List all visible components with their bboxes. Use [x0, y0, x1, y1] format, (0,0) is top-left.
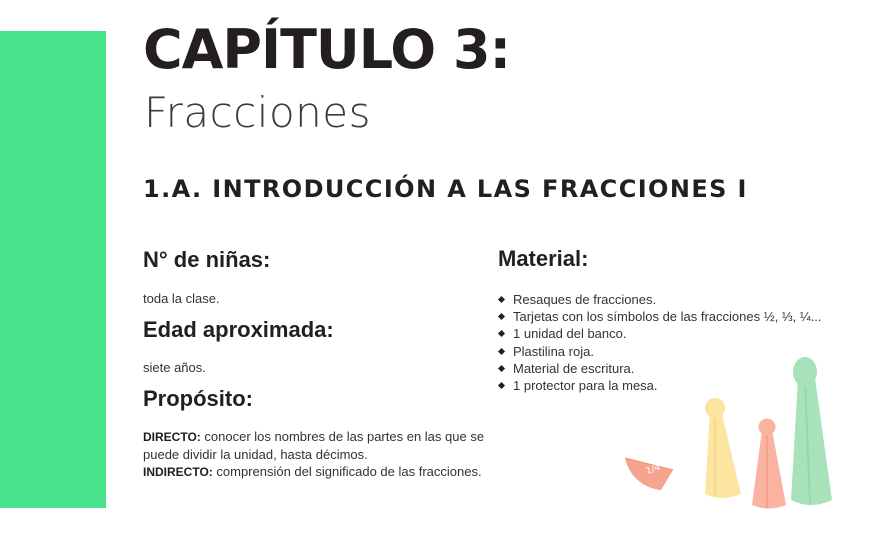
- ninas-heading: N° de niñas:: [143, 247, 271, 272]
- material-item: 1 unidad del banco.: [498, 325, 822, 342]
- chapter-title: CAPÍTULO 3:: [143, 18, 511, 81]
- material-item: Tarjetas con los símbolos de las fracciones ½, ⅓, ¼...: [498, 308, 822, 325]
- quarter-fraction-piece-icon: [625, 458, 673, 490]
- indirecto-text: comprensión del significado de las fracciones.: [212, 464, 482, 479]
- edad-heading: Edad aproximada:: [143, 317, 334, 342]
- fraction-materials-illustration: [615, 350, 845, 515]
- material-item: Resaques de fracciones.: [498, 291, 822, 308]
- directo-label: DIRECTO:: [143, 430, 201, 444]
- quarter-fraction-label: 1/4: [644, 462, 662, 477]
- yellow-skittle-icon: [705, 398, 741, 498]
- edad-value: siete años.: [143, 360, 206, 375]
- proposito-heading: Propósito:: [143, 386, 253, 411]
- pink-skittle-icon: [752, 419, 786, 509]
- material-heading: Material:: [498, 246, 589, 271]
- material-item: Material de escritura.: [498, 360, 822, 377]
- material-item: Plastilina roja.: [498, 343, 822, 360]
- green-skittle-icon: [791, 357, 832, 505]
- ninas-value: toda la clase.: [143, 291, 220, 306]
- proposito-text: [143, 428, 493, 481]
- directo-text: conocer los nombres de las partes en las que se puede dividir la unidad, hasta décimos.: [143, 429, 485, 462]
- indirecto-label: INDIRECTO:: [143, 465, 213, 479]
- section-title: 1.A. INTRODUCCIÓN A LAS FRACCIONES I: [143, 175, 748, 203]
- chapter-subtitle: Fracciones: [144, 88, 371, 137]
- green-accent-bar: [0, 31, 106, 508]
- material-item: 1 protector para la mesa.: [498, 377, 822, 394]
